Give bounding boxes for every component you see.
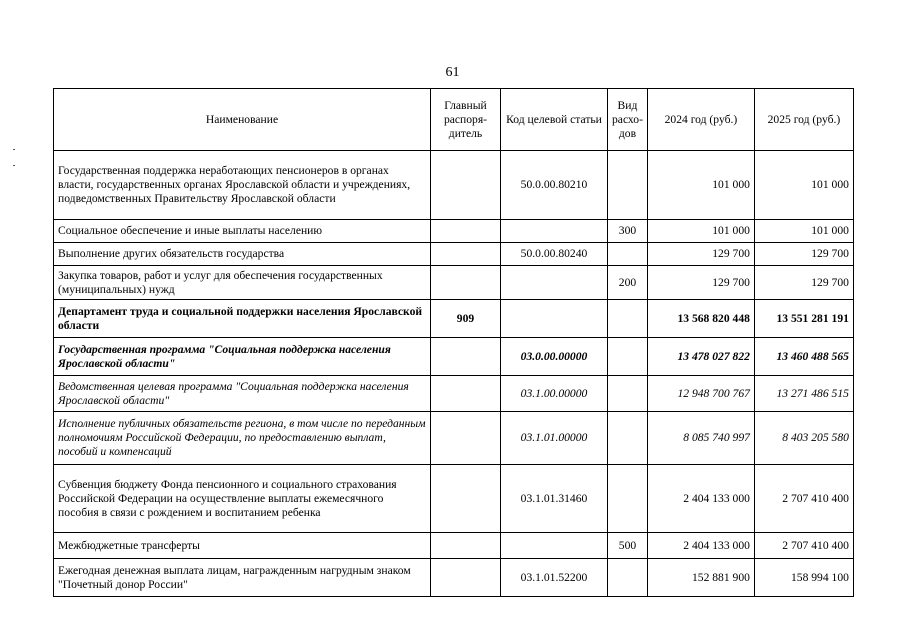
column-header-2024: 2024 год (руб.) [647,89,754,151]
cell-2024: 129 700 [647,266,754,300]
cell-name: Субвенция бюджету Фонда пенсионного и социального страхования Российской Федерации на осуществление выплаты ежемесячного пособия в связи с рождением и воспитанием ребенка [54,465,431,533]
table-row [54,151,854,220]
table-row [54,220,854,243]
cell-name: Исполнение публичных обязательств региона, в том числе по переданным полномочиям Российской Федерации, по предоставлению выплат, пособий и компенсаций [54,412,431,465]
cell-2025: 13 460 488 565 [754,338,853,376]
column-header-manager: Главный распоря-дитель [431,89,501,151]
cell-name: Межбюджетные трансферты [54,533,431,559]
table-row [54,412,854,465]
cell-code: 03.1.01.31460 [501,465,608,533]
cell-manager [431,266,501,300]
cell-expense-type [608,465,648,533]
table-row [54,300,854,338]
cell-name: Закупка товаров, работ и услуг для обеспечения государственных (муниципальных) нужд [54,266,431,300]
cell-2024: 2 404 133 000 [647,533,754,559]
table-row [54,266,854,300]
cell-expense-type [608,300,648,338]
cell-expense-type: 200 [608,266,648,300]
cell-name: Государственная программа "Социальная поддержка населения Ярославской области" [54,338,431,376]
cell-name: Ежегодная денежная выплата лицам, награжденным нагрудным знаком "Почетный донор России" [54,559,431,597]
cell-name: Социальное обеспечение и иные выплаты населению [54,220,431,243]
cell-code [501,533,608,559]
cell-code [501,266,608,300]
cell-2025: 129 700 [754,243,853,266]
cell-2025: 2 707 410 400 [754,533,853,559]
column-header-name: Наименование [54,89,431,151]
cell-expense-type [608,151,648,220]
column-header-2025: 2025 год (руб.) [754,89,853,151]
cell-2024: 12 948 700 767 [647,376,754,412]
cell-code: 50.0.00.80210 [501,151,608,220]
table-row [54,533,854,559]
cell-expense-type: 500 [608,533,648,559]
cell-expense-type [608,376,648,412]
cell-code [501,300,608,338]
cell-manager [431,220,501,243]
cell-2024: 101 000 [647,151,754,220]
scan-mark [13,165,15,166]
table-row [54,376,854,412]
cell-expense-type: 300 [608,220,648,243]
cell-manager [431,533,501,559]
cell-2024: 152 881 900 [647,559,754,597]
cell-2024: 13 478 027 822 [647,338,754,376]
cell-expense-type [608,338,648,376]
cell-expense-type [608,412,648,465]
cell-expense-type [608,559,648,597]
cell-2024: 129 700 [647,243,754,266]
table-row [54,465,854,533]
cell-2025: 101 000 [754,220,853,243]
cell-2024: 101 000 [647,220,754,243]
page-number: 61 [445,65,460,80]
cell-code: 03.1.01.52200 [501,559,608,597]
table-header-row [54,89,854,151]
cell-2024: 8 085 740 997 [647,412,754,465]
cell-2025: 13 551 281 191 [754,300,853,338]
table-row [54,243,854,266]
column-header-expense-type: Вид расхо-дов [608,89,648,151]
cell-expense-type [608,243,648,266]
cell-code: 03.1.00.00000 [501,376,608,412]
cell-manager [431,151,501,220]
cell-name: Выполнение других обязательств государства [54,243,431,266]
cell-code: 50.0.00.80240 [501,243,608,266]
cell-2025: 13 271 486 515 [754,376,853,412]
cell-manager: 909 [431,300,501,338]
table-body [54,151,854,597]
scan-mark [13,149,15,150]
table-row [54,559,854,597]
cell-name: Департамент труда и социальной поддержки населения Ярославской области [54,300,431,338]
cell-2025: 158 994 100 [754,559,853,597]
cell-code [501,220,608,243]
cell-manager [431,338,501,376]
cell-2024: 13 568 820 448 [647,300,754,338]
cell-code: 03.1.01.00000 [501,412,608,465]
cell-code: 03.0.00.00000 [501,338,608,376]
cell-manager [431,559,501,597]
cell-name: Государственная поддержка неработающих пенсионеров в органах власти, государственных органах Ярославской области и учреждениях, подведомственных Правительству Ярославской области [54,151,431,220]
cell-manager [431,465,501,533]
table-row [54,338,854,376]
cell-2025: 129 700 [754,266,853,300]
cell-2024: 2 404 133 000 [647,465,754,533]
budget-table [53,88,854,597]
cell-2025: 2 707 410 400 [754,465,853,533]
cell-manager [431,243,501,266]
cell-manager [431,412,501,465]
column-header-code: Код целевой статьи [501,89,608,151]
cell-manager [431,376,501,412]
cell-2025: 8 403 205 580 [754,412,853,465]
cell-name: Ведомственная целевая программа "Социальная поддержка населения Ярославской области" [54,376,431,412]
cell-2025: 101 000 [754,151,853,220]
